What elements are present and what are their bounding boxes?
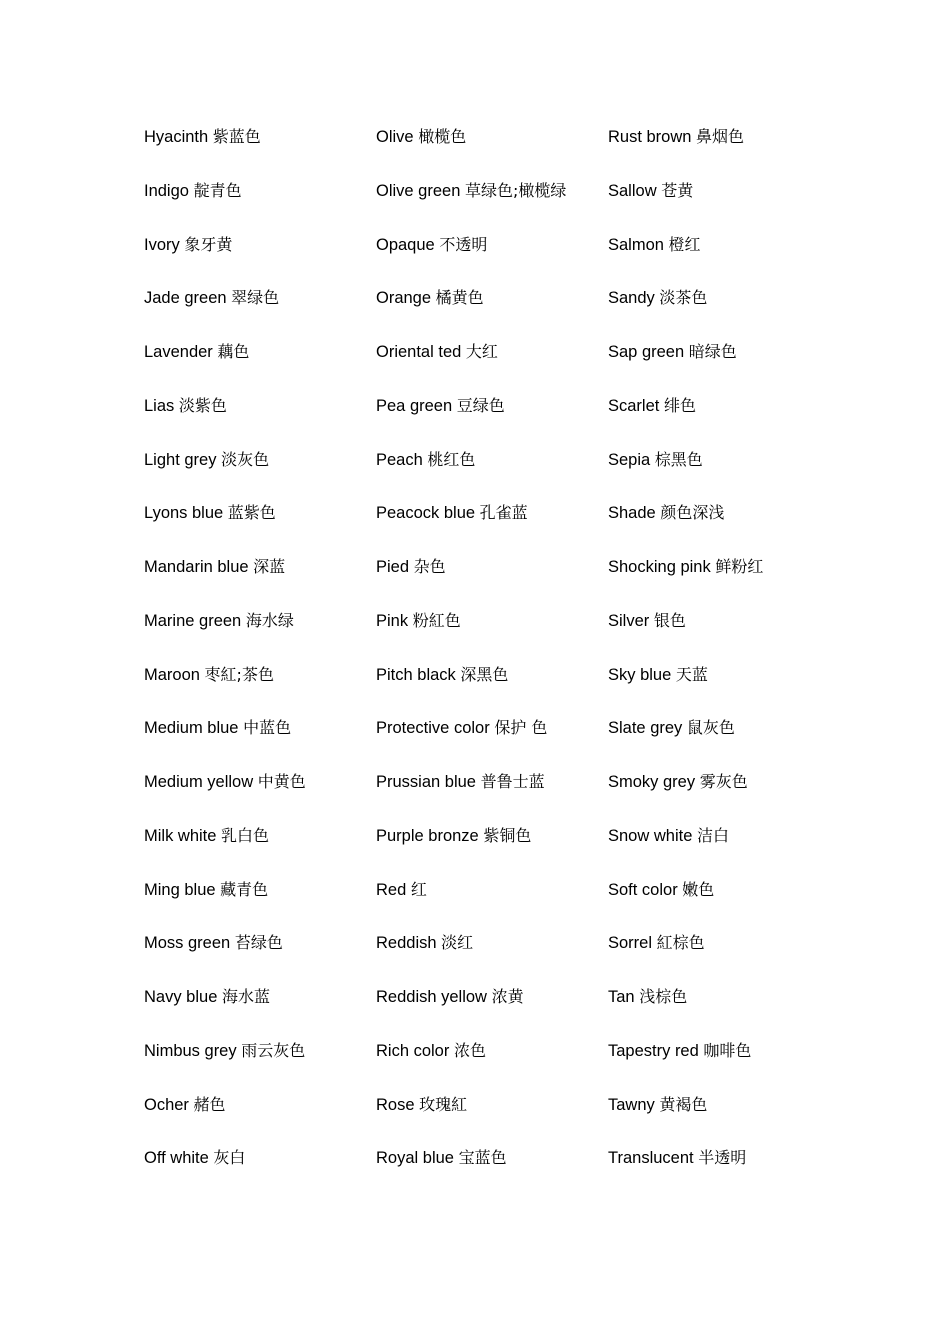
english-term: Pink bbox=[376, 611, 409, 630]
vocab-entry bbox=[608, 1038, 840, 1092]
chinese-term: 淡红 bbox=[441, 933, 474, 953]
vocab-entry bbox=[376, 715, 608, 769]
english-term: Shocking pink bbox=[608, 558, 711, 576]
chinese-term: 豆绿色 bbox=[456, 395, 505, 415]
vocab-entry bbox=[376, 178, 608, 232]
english-term: Sap green bbox=[608, 343, 685, 361]
chinese-term: 黄褐色 bbox=[659, 1094, 708, 1114]
english-term: Off white bbox=[144, 1149, 209, 1168]
vocab-entry bbox=[376, 447, 608, 501]
vocab-entry bbox=[144, 554, 376, 608]
chinese-term: 宝蓝色 bbox=[458, 1148, 507, 1168]
vocab-entry bbox=[144, 500, 376, 554]
english-term: Tawny bbox=[608, 1095, 655, 1114]
vocab-entry bbox=[608, 769, 840, 823]
english-term: Salmon bbox=[608, 235, 664, 254]
english-term: Medium yellow bbox=[144, 773, 254, 791]
vocab-entry bbox=[608, 877, 840, 931]
english-term: Shade bbox=[608, 504, 656, 523]
english-term: Orange bbox=[376, 289, 432, 308]
vocab-entry bbox=[376, 823, 608, 877]
vocab-entry bbox=[144, 715, 376, 769]
chinese-term: 粉紅色 bbox=[412, 610, 461, 630]
vocab-entry bbox=[144, 769, 376, 823]
vocab-entry bbox=[144, 232, 376, 286]
vocab-entry bbox=[608, 662, 840, 716]
english-term: Ming blue bbox=[144, 880, 216, 899]
vocab-entry bbox=[608, 500, 840, 554]
english-term: Scarlet bbox=[608, 396, 660, 415]
english-term: Slate grey bbox=[608, 719, 683, 738]
chinese-term: 淡灰色 bbox=[221, 449, 270, 469]
english-term: Rich color bbox=[376, 1041, 450, 1060]
vocab-entry bbox=[144, 447, 376, 501]
english-term: Olive green bbox=[376, 181, 461, 200]
english-term: Soft color bbox=[608, 880, 678, 899]
english-term: Translucent bbox=[608, 1149, 694, 1168]
chinese-term: 淡紫色 bbox=[178, 395, 227, 415]
chinese-term: 深蓝 bbox=[253, 557, 286, 576]
english-term: Milk white bbox=[144, 826, 217, 845]
english-term: Indigo bbox=[144, 181, 189, 200]
vocab-entry bbox=[144, 984, 376, 1038]
chinese-term: 藏青色 bbox=[220, 879, 269, 899]
english-term: Marine green bbox=[144, 611, 242, 630]
english-term: Rust brown bbox=[608, 128, 692, 146]
vocab-entry bbox=[608, 232, 840, 286]
chinese-term: 鲜粉红 bbox=[715, 557, 764, 576]
english-term: Tan bbox=[608, 988, 635, 1006]
vocab-entry bbox=[144, 1038, 376, 1092]
vocab-entry bbox=[376, 1145, 608, 1199]
vocab-entry bbox=[144, 823, 376, 877]
vocab-entry bbox=[376, 1092, 608, 1146]
vocab-entry bbox=[608, 554, 840, 608]
vocab-entry bbox=[608, 930, 840, 984]
chinese-term: 浓黄 bbox=[491, 987, 524, 1006]
chinese-term: 雾灰色 bbox=[699, 772, 748, 791]
chinese-term: 橄榄色 bbox=[418, 127, 467, 146]
vocab-entry bbox=[144, 608, 376, 662]
chinese-term: 孔雀蓝 bbox=[479, 503, 528, 523]
chinese-term: 橘黄色 bbox=[435, 288, 484, 308]
english-term: Snow white bbox=[608, 826, 693, 845]
chinese-term: 藕色 bbox=[217, 342, 250, 361]
chinese-term: 枣紅;茶色 bbox=[204, 664, 274, 684]
vocab-entry bbox=[376, 608, 608, 662]
english-term: Purple bronze bbox=[376, 826, 479, 845]
chinese-term: 颜色深浅 bbox=[660, 503, 725, 523]
vocab-entry bbox=[144, 124, 376, 178]
english-term: Lavender bbox=[144, 343, 213, 361]
vocab-entry bbox=[608, 984, 840, 1038]
chinese-term: 中蓝色 bbox=[243, 718, 292, 738]
vocab-entry bbox=[608, 285, 840, 339]
vocab-entry bbox=[608, 339, 840, 393]
chinese-term: 暗绿色 bbox=[688, 342, 737, 361]
chinese-term: 紫铜色 bbox=[483, 825, 532, 845]
chinese-term: 洁白 bbox=[696, 825, 729, 845]
vocab-entry bbox=[144, 393, 376, 447]
vocab-entry bbox=[376, 339, 608, 393]
chinese-term: 灰白 bbox=[213, 1148, 246, 1168]
vocab-entry bbox=[376, 1038, 608, 1092]
english-term: Protective color bbox=[376, 719, 490, 738]
vocab-entry bbox=[144, 930, 376, 984]
english-term: Royal blue bbox=[376, 1149, 454, 1168]
chinese-term: 不透明 bbox=[439, 234, 488, 254]
english-term: Navy blue bbox=[144, 988, 218, 1006]
vocab-entry bbox=[144, 1145, 376, 1199]
chinese-term: 草绿色;橄榄绿 bbox=[464, 180, 567, 200]
chinese-term: 浓色 bbox=[453, 1040, 486, 1060]
vocab-entry bbox=[608, 178, 840, 232]
chinese-term: 棕黑色 bbox=[654, 449, 703, 469]
vocab-entry bbox=[376, 285, 608, 339]
english-term: Sandy bbox=[608, 289, 655, 308]
english-term: Sallow bbox=[608, 181, 657, 200]
english-term: Pitch black bbox=[376, 665, 456, 684]
vocab-entry bbox=[144, 1092, 376, 1146]
english-term: Tapestry red bbox=[608, 1041, 699, 1060]
vocab-entry bbox=[608, 124, 840, 178]
chinese-term: 乳白色 bbox=[221, 825, 270, 845]
chinese-term: 桃红色 bbox=[427, 449, 476, 469]
chinese-term: 绯色 bbox=[663, 395, 696, 415]
chinese-term: 海水蓝 bbox=[221, 987, 270, 1006]
chinese-term: 淡茶色 bbox=[659, 288, 708, 308]
vocab-entry bbox=[608, 447, 840, 501]
vocab-entry bbox=[608, 715, 840, 769]
vocab-entry bbox=[376, 232, 608, 286]
english-term: Pea green bbox=[376, 396, 453, 415]
english-term: Sorrel bbox=[608, 934, 653, 953]
vocab-entry bbox=[376, 124, 608, 178]
chinese-term: 翠绿色 bbox=[231, 288, 280, 308]
chinese-term: 保护 色 bbox=[494, 718, 548, 738]
english-term: Red bbox=[376, 880, 407, 899]
english-term: Prussian blue bbox=[376, 773, 476, 791]
english-term: Lias bbox=[144, 396, 175, 415]
vocab-entry bbox=[376, 877, 608, 931]
english-term: Reddish yellow bbox=[376, 988, 487, 1006]
chinese-term: 半透明 bbox=[698, 1148, 747, 1168]
vocab-entry bbox=[376, 500, 608, 554]
english-term: Oriental ted bbox=[376, 343, 462, 361]
chinese-term: 红 bbox=[410, 879, 427, 899]
chinese-term: 天蓝 bbox=[675, 664, 708, 684]
chinese-term: 普鲁士蓝 bbox=[480, 772, 545, 791]
english-term: Nimbus grey bbox=[144, 1041, 237, 1060]
vocab-entry bbox=[144, 285, 376, 339]
vocab-entry bbox=[376, 984, 608, 1038]
chinese-term: 大红 bbox=[465, 342, 498, 361]
vocab-entry bbox=[608, 823, 840, 877]
english-term: Moss green bbox=[144, 934, 231, 953]
english-term: Olive bbox=[376, 128, 414, 146]
vocab-entry bbox=[144, 178, 376, 232]
english-term: Rose bbox=[376, 1095, 415, 1114]
english-term: Peach bbox=[376, 450, 423, 469]
chinese-term: 紫蓝色 bbox=[212, 127, 261, 146]
vocab-entry bbox=[608, 608, 840, 662]
color-vocabulary-grid bbox=[144, 124, 864, 1199]
chinese-term: 海水绿 bbox=[245, 610, 294, 630]
vocab-entry bbox=[376, 769, 608, 823]
english-term: Opaque bbox=[376, 235, 435, 254]
english-term: Sepia bbox=[608, 450, 651, 469]
english-term: Light grey bbox=[144, 450, 217, 469]
chinese-term: 象牙黄 bbox=[184, 234, 233, 254]
chinese-term: 浅棕色 bbox=[639, 987, 688, 1006]
chinese-term: 靛青色 bbox=[193, 180, 242, 200]
vocab-entry bbox=[144, 339, 376, 393]
chinese-term: 紅棕色 bbox=[656, 933, 705, 953]
english-term: Hyacinth bbox=[144, 128, 209, 146]
chinese-term: 雨云灰色 bbox=[241, 1040, 306, 1060]
chinese-term: 蓝紫色 bbox=[227, 503, 276, 523]
english-term: Ivory bbox=[144, 235, 180, 254]
english-term: Silver bbox=[608, 611, 650, 630]
chinese-term: 杂色 bbox=[413, 557, 446, 576]
english-term: Medium blue bbox=[144, 719, 239, 738]
chinese-term: 赭色 bbox=[193, 1094, 226, 1114]
vocab-entry bbox=[608, 393, 840, 447]
chinese-term: 深黑色 bbox=[460, 664, 509, 684]
vocab-entry bbox=[608, 1092, 840, 1146]
english-term: Sky blue bbox=[608, 665, 672, 684]
chinese-term: 鼠灰色 bbox=[686, 718, 735, 738]
chinese-term: 银色 bbox=[653, 610, 686, 630]
english-term: Maroon bbox=[144, 665, 200, 684]
english-term: Lyons blue bbox=[144, 504, 224, 523]
chinese-term: 玫瑰紅 bbox=[419, 1094, 468, 1114]
vocab-entry bbox=[144, 662, 376, 716]
english-term: Peacock blue bbox=[376, 504, 476, 523]
english-term: Mandarin blue bbox=[144, 558, 249, 576]
chinese-term: 橙红 bbox=[668, 234, 701, 254]
english-term: Ocher bbox=[144, 1095, 189, 1114]
vocab-entry bbox=[144, 877, 376, 931]
chinese-term: 中黄色 bbox=[257, 772, 306, 791]
english-term: Pied bbox=[376, 558, 410, 576]
vocab-entry bbox=[376, 393, 608, 447]
chinese-term: 嫩色 bbox=[682, 879, 715, 899]
english-term: Reddish bbox=[376, 934, 437, 953]
vocab-entry bbox=[376, 930, 608, 984]
chinese-term: 苔绿色 bbox=[234, 933, 283, 953]
chinese-term: 咖啡色 bbox=[703, 1040, 752, 1060]
english-term: Smoky grey bbox=[608, 773, 696, 791]
vocab-entry bbox=[608, 1145, 840, 1199]
english-term: Jade green bbox=[144, 289, 227, 308]
chinese-term: 苍黄 bbox=[661, 180, 694, 200]
vocab-entry bbox=[376, 554, 608, 608]
chinese-term: 鼻烟色 bbox=[696, 127, 745, 146]
vocab-entry bbox=[376, 662, 608, 716]
